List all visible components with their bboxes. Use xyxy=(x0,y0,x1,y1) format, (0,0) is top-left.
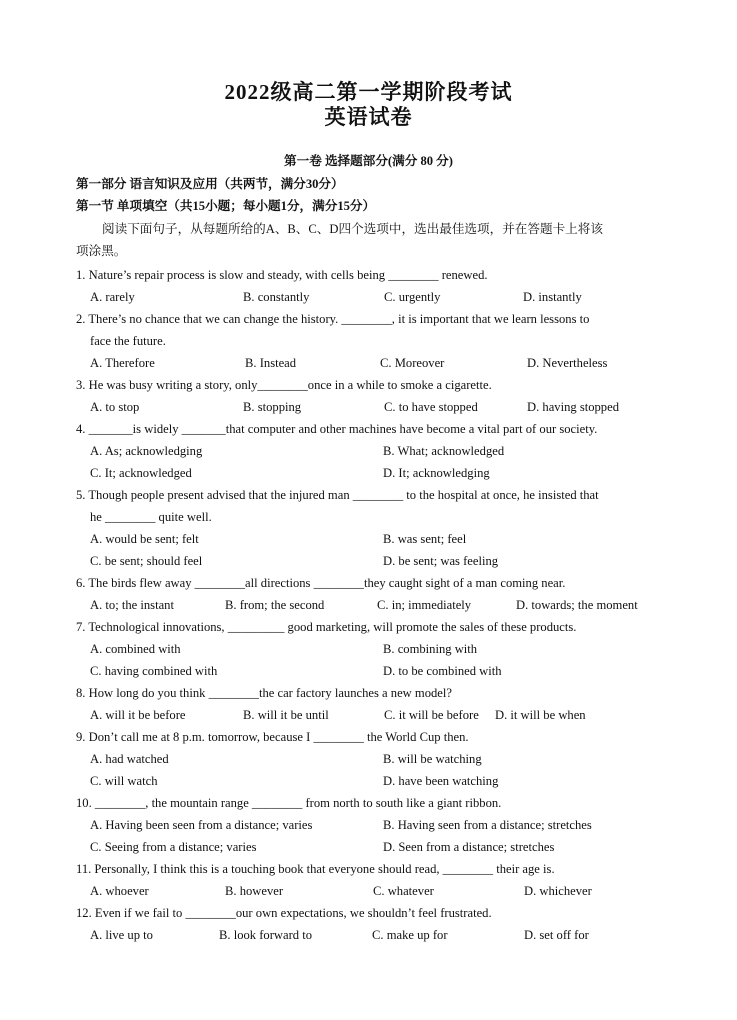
option-c: C. It; acknowledged xyxy=(90,466,192,480)
option-c: C. make up for xyxy=(372,928,448,942)
question-stem: 9. Don’t call me at 8 p.m. tomorrow, because I ________ the World Cup then. xyxy=(76,730,469,744)
question-stem: 1. Nature’s repair process is slow and steady, with cells being ________ renewed. xyxy=(76,268,488,282)
option-c: C. in; immediately xyxy=(377,598,472,612)
option-d: D. instantly xyxy=(523,290,582,304)
question-stem-continued: he ________ quite well. xyxy=(90,510,212,524)
option-d: D. be sent; was feeling xyxy=(383,554,499,568)
option-d: D. Nevertheless xyxy=(527,356,608,370)
option-a: A. live up to xyxy=(90,928,153,942)
option-d: D. to be combined with xyxy=(383,664,502,678)
question-stem: 3. He was busy writing a story, only________once in a while to smoke a cigarette. xyxy=(76,378,492,392)
question-stem: 12. Even if we fail to ________our own expectations, we shouldn’t feel frustrated. xyxy=(76,906,492,920)
option-a: A. to; the instant xyxy=(90,598,174,612)
option-d: D. having stopped xyxy=(527,400,619,414)
option-d: D. whichever xyxy=(524,884,592,898)
exam-title: 2022级高二第一学期阶段考试 xyxy=(224,80,513,104)
option-a: A. rarely xyxy=(90,290,135,304)
question-stem: 6. The birds flew away ________all directions ________they caught sight of a man coming near. xyxy=(76,576,566,590)
option-b: B. will be watching xyxy=(383,752,482,766)
question-stem: 5. Though people present advised that the injured man ________ to the hospital at once, he insisted that xyxy=(76,488,599,502)
option-a: A. combined with xyxy=(90,642,181,656)
option-d: D. have been watching xyxy=(383,774,499,788)
question-stem: 4. _______is widely _______that computer and other machines have become a vital part of our society. xyxy=(76,422,598,436)
option-c: C. Seeing from a distance; varies xyxy=(90,840,257,854)
option-d: D. towards; the moment xyxy=(516,598,638,612)
instruction-line-1: 阅读下面句子，从每题所给的A、B、C、D四个选项中，选出最佳选项，并在答题卡上将该 xyxy=(102,222,603,236)
option-b: B. however xyxy=(225,884,284,898)
option-b: B. was sent; feel xyxy=(383,532,467,546)
instruction-line-2: 项涂黑。 xyxy=(76,244,127,258)
question-stem: 11. Personally, I think this is a touching book that everyone should read, ________ their age is. xyxy=(76,862,555,876)
option-b: B. combining with xyxy=(383,642,478,656)
option-a: A. will it be before xyxy=(90,708,186,722)
option-a: A. As; acknowledging xyxy=(90,444,203,458)
exam-subtitle: 英语试卷 xyxy=(324,105,413,129)
part-heading: 第一部分 语言知识及应用（共两节，满分30分） xyxy=(76,177,344,191)
volume-heading: 第一卷 选择题部分(满分 80 分) xyxy=(284,154,453,168)
option-a: A. whoever xyxy=(90,884,149,898)
option-c: C. urgently xyxy=(384,290,441,304)
subsection-heading: 第一节 单项填空（共15小题；每小题1分，满分15分） xyxy=(76,199,376,213)
option-c: C. be sent; should feel xyxy=(90,554,203,568)
option-c: C. to have stopped xyxy=(384,400,478,414)
option-b: B. Having seen from a distance; stretches xyxy=(383,818,592,832)
option-c: C. having combined with xyxy=(90,664,218,678)
option-b: B. Instead xyxy=(245,356,297,370)
question-stem: 7. Technological innovations, _________ good marketing, will promote the sales of these products. xyxy=(76,620,577,634)
option-a: A. would be sent; felt xyxy=(90,532,199,546)
option-b: B. What; acknowledged xyxy=(383,444,505,458)
option-d: D. It; acknowledging xyxy=(383,466,490,480)
option-b: B. stopping xyxy=(243,400,302,414)
option-b: B. from; the second xyxy=(225,598,325,612)
option-b: B. will it be until xyxy=(243,708,329,722)
question-stem-continued: face the future. xyxy=(90,334,166,348)
option-d: D. set off for xyxy=(524,928,589,942)
option-c: C. Moreover xyxy=(380,356,445,370)
option-a: A. to stop xyxy=(90,400,140,414)
option-b: B. constantly xyxy=(243,290,310,304)
option-a: A. Having been seen from a distance; varies xyxy=(90,818,313,832)
option-d: D. it will be when xyxy=(495,708,586,722)
option-b: B. look forward to xyxy=(219,928,313,942)
option-a: A. Therefore xyxy=(90,356,155,370)
option-c: C. it will be before xyxy=(384,708,479,722)
option-d: D. Seen from a distance; stretches xyxy=(383,840,555,854)
question-stem: 10. ________, the mountain range ________ from north to south like a giant ribbon. xyxy=(76,796,502,810)
question-stem: 2. There’s no chance that we can change the history. ________, it is important that we learn lessons to xyxy=(76,312,590,326)
option-c: C. whatever xyxy=(373,884,434,898)
option-c: C. will watch xyxy=(90,774,158,788)
question-stem: 8. How long do you think ________the car factory launches a new model? xyxy=(76,686,452,700)
option-a: A. had watched xyxy=(90,752,169,766)
